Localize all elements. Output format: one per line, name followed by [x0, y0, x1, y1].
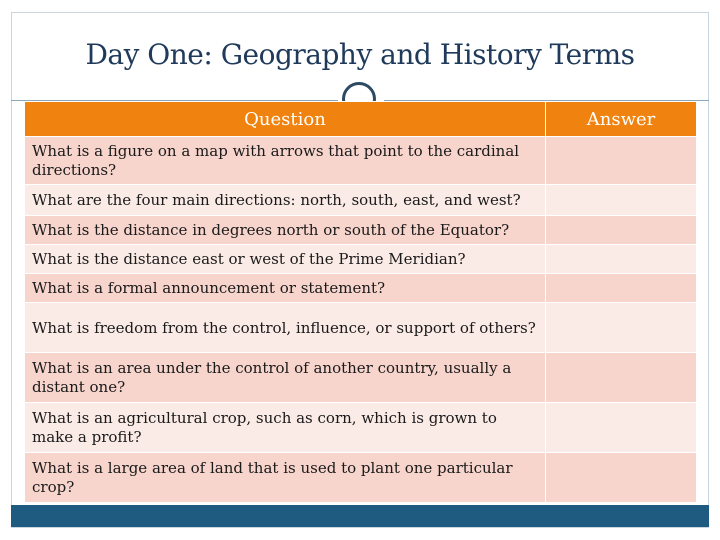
terms-table	[24, 101, 697, 503]
question-column-header: Question	[25, 102, 546, 137]
question-cell: What is the distance east or west of the Prime Meridian?	[25, 245, 546, 274]
table-row	[25, 245, 697, 274]
slide-title: Day One: Geography and History Terms	[85, 38, 635, 71]
answer-cell[interactable]	[546, 137, 697, 185]
question-cell: What is the distance in degrees north or south of the Equator?	[25, 216, 546, 245]
answer-cell[interactable]	[546, 453, 697, 503]
answer-cell[interactable]	[546, 216, 697, 245]
table-row	[25, 353, 697, 403]
question-cell: What is a formal announcement or statement?	[25, 274, 546, 303]
question-cell: What is an area under the control of another country, usually a distant one?	[25, 353, 546, 403]
table-row	[25, 403, 697, 453]
table-row	[25, 185, 697, 216]
table-row	[25, 453, 697, 503]
answer-cell[interactable]	[546, 353, 697, 403]
table-header-row	[25, 102, 697, 137]
answer-cell[interactable]	[546, 185, 697, 216]
table-row	[25, 274, 697, 303]
question-cell: What is a large area of land that is used to plant one particular crop?	[25, 453, 546, 503]
answer-cell[interactable]	[546, 303, 697, 353]
table-row	[25, 216, 697, 245]
bottom-accent-bar	[11, 505, 709, 527]
table-row	[25, 303, 697, 353]
table-row	[25, 137, 697, 185]
answer-cell[interactable]	[546, 403, 697, 453]
answer-column-header: Answer	[546, 102, 697, 137]
question-cell: What is freedom from the control, influence, or support of others?	[25, 303, 546, 353]
question-cell: What is an agricultural crop, such as corn, which is grown to make a profit?	[25, 403, 546, 453]
question-cell: What are the four main directions: north, south, east, and west?	[25, 185, 546, 216]
question-cell: What is a figure on a map with arrows that point to the cardinal directions?	[25, 137, 546, 185]
answer-cell[interactable]	[546, 274, 697, 303]
answer-cell[interactable]	[546, 245, 697, 274]
